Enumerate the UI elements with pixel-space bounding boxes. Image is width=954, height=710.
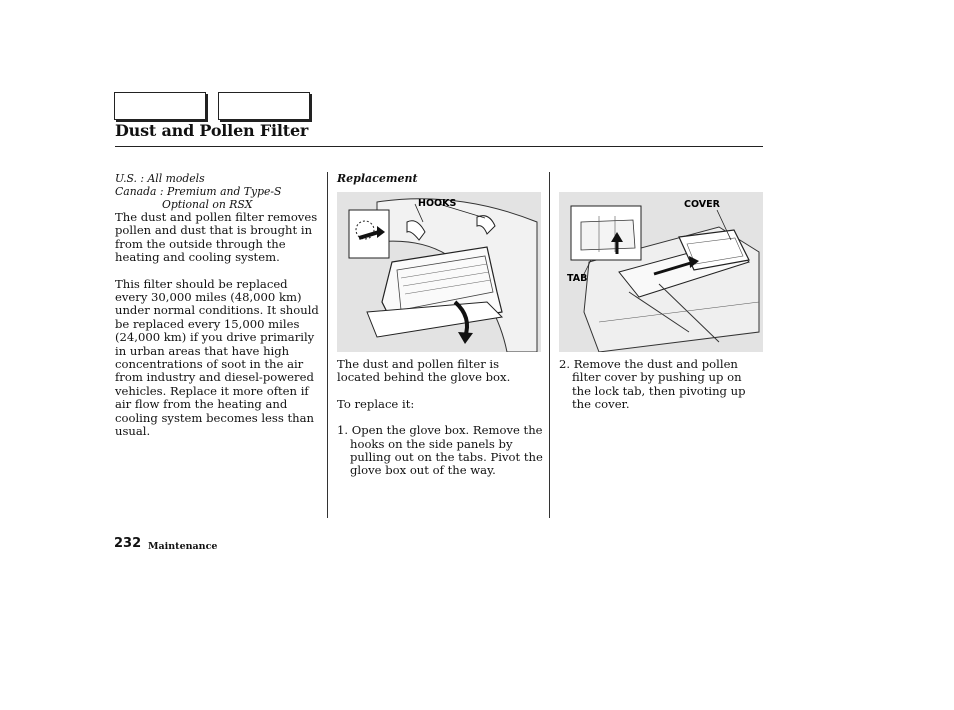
- step-1: 1. Open the glove box. Remove the hooks on the side panels by pulling out on the tabs. Pivot the glove box out of the way.: [337, 423, 543, 478]
- applicability-rsx: Optional on RSX: [162, 198, 253, 211]
- applicability-us: U.S. : All models: [115, 172, 205, 185]
- filter-cover-figure: [559, 192, 763, 352]
- tab-label: TAB: [567, 273, 588, 284]
- title-rule: [115, 146, 763, 147]
- applicability-canada: Canada : Premium and Type-S: [115, 185, 282, 198]
- header-tab-box-1: [114, 92, 206, 120]
- left-column: [115, 172, 320, 439]
- header-tab-box-2: [218, 92, 310, 120]
- page-number: 232: [114, 536, 142, 551]
- column-divider-2: [549, 172, 550, 518]
- location-paragraph: The dust and pollen filter is located behind the glove box.: [337, 357, 511, 385]
- column-divider-1: [327, 172, 328, 518]
- hooks-label: HOOKS: [418, 198, 457, 209]
- intro-paragraph: The dust and pollen filter removes pollen and dust that is brought in from the outside through the heating and cooling system.: [115, 210, 318, 265]
- middle-column: [337, 172, 543, 185]
- page-title: Dust and Pollen Filter: [115, 121, 309, 140]
- to-replace-label: To replace it:: [337, 396, 415, 411]
- glove-box-figure: [337, 192, 541, 352]
- section-name: Maintenance: [148, 541, 218, 552]
- middle-column-text: [337, 358, 543, 478]
- step-2: 2. Remove the dust and pollen filter cover by pushing up on the lock tab, then pivoting up the cover.: [559, 357, 746, 412]
- replacement-subheading: Replacement: [337, 172, 418, 185]
- cover-label: COVER: [684, 199, 720, 210]
- right-column-text: [559, 358, 763, 412]
- replacement-interval-paragraph: This filter should be replaced every 30,000 miles (48,000 km) under normal conditions. It should be replaced every 15,000 miles (24,000 km) if you drive primarily in urban areas that have high concentrations of soot in the air from industry and diesel-powered vehicles. Replace it more often if air flow from the heating and cooling system becomes less than usual.: [115, 276, 319, 439]
